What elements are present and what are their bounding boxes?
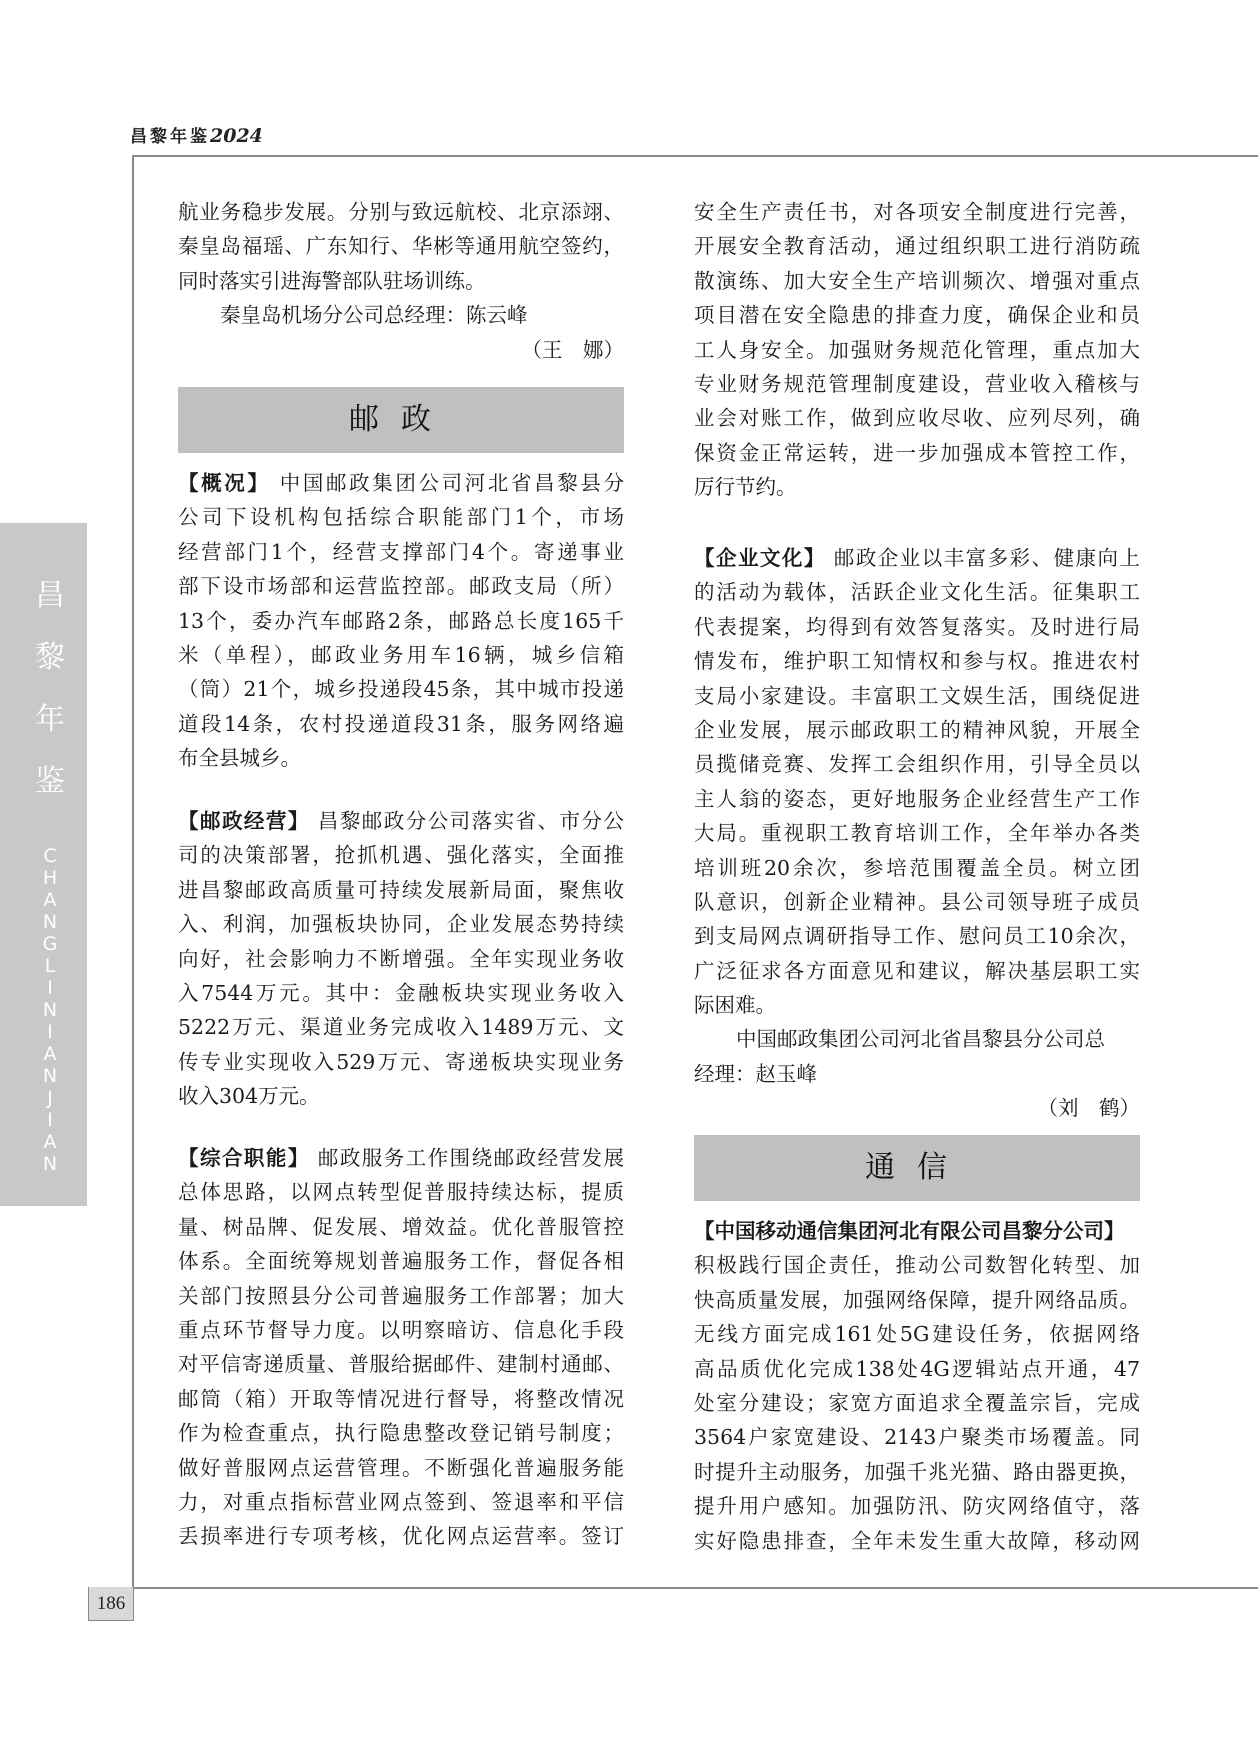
- side-letter: G: [42, 933, 58, 955]
- text-line: 布全县城乡。: [178, 746, 301, 771]
- text-line: 高品质优化完成138处4G逻辑站点开通，47: [694, 1356, 1140, 1381]
- text-line: 际困难。: [694, 993, 776, 1018]
- text-line: 量、树品牌、促发展、增效益。优化普服管控: [178, 1214, 624, 1239]
- text-line: 入7544万元。其中：金融板块实现业务收入: [178, 980, 624, 1005]
- text-line: 3564户家宽建设、2143户聚类市场覆盖。同: [694, 1425, 1140, 1450]
- page-number: 186: [88, 1587, 134, 1621]
- text-line: 厉行节约。: [694, 475, 797, 500]
- side-letter: L: [44, 955, 56, 977]
- side-letter: A: [43, 1043, 57, 1065]
- text-run: 邮政企业以丰富多彩、健康向上: [833, 546, 1140, 570]
- text-line: 专业财务规范管理制度建设，营业收入稽核与: [694, 371, 1140, 396]
- text-line: [694, 1214, 1140, 1248]
- text-line: 经营部门1个，经营支撑部门4个。寄递事业: [178, 539, 624, 564]
- text-line: 对平信寄递质量、普服给据邮件、建制村通邮、: [178, 1352, 624, 1377]
- text-line: 重点环节督导力度。以明察暗访、信息化手段: [178, 1317, 624, 1342]
- text-line: 部下设市场部和运营监控部。邮政支局（所）: [178, 574, 624, 599]
- frame-bottom-rule: [88, 1587, 1258, 1589]
- text-line: 时提升主动服务，加强千兆光猫、路由器更换，: [694, 1459, 1140, 1484]
- text-line: 关部门按照县分公司普遍服务工作部署；加大: [178, 1283, 624, 1308]
- text-line: 支局小家建设。丰富职工文娱生活，围绕促进: [694, 683, 1140, 708]
- section-title-postal: 邮政: [178, 387, 624, 453]
- side-letter: N: [42, 999, 58, 1021]
- text-line: 的活动为载体，活跃企业文化生活。征集职工: [694, 580, 1140, 605]
- text-line: 情发布，维护职工知情权和参与权。推进农村: [694, 649, 1140, 674]
- text-line: （筒）21个，城乡投递段45条，其中城市投递: [178, 677, 624, 702]
- text-line: 航业务稳步发展。分别与致远航校、北京添翊、: [178, 200, 624, 224]
- text-line: 向好，社会影响力不断增强。全年实现业务收: [178, 946, 624, 971]
- text-line: 保资金正常运转，进一步加强成本管控工作，: [694, 440, 1140, 465]
- signature: 经理：赵玉峰: [694, 1061, 817, 1086]
- side-char: 鉴: [35, 764, 65, 799]
- side-letter: N: [42, 911, 58, 933]
- functions-paragraph: [178, 1141, 624, 1554]
- side-letter: N: [42, 1153, 58, 1175]
- side-char: 黎: [35, 640, 65, 675]
- operations-paragraph: [178, 804, 624, 1114]
- text-line: [178, 466, 624, 500]
- text-line: [178, 804, 624, 838]
- text-line: 进昌黎邮政高质量可持续发展新局面，聚焦收: [178, 877, 624, 902]
- text-line: 代表提案，均得到有效答复落实。及时进行局: [694, 614, 1140, 639]
- signature: 中国邮政集团公司河北省昌黎县分公司总: [736, 1027, 1105, 1052]
- text-line: 体系。全面统筹规划普遍服务工作，督促各相: [178, 1249, 624, 1274]
- frame-top-rule: [132, 155, 1258, 157]
- text-line: 米（单程），邮政业务用车16辆，城乡信箱: [178, 642, 624, 667]
- text-line: [694, 541, 1140, 575]
- text-line: 道段14条，农村投递道段31条，服务网络遍: [178, 711, 624, 736]
- text-line: 邮筒（箱）开取等情况进行督导，将整改情况: [178, 1386, 624, 1411]
- text-line: 丢损率进行专项考核，优化网点运营率。签订: [178, 1524, 624, 1549]
- side-letter: I: [47, 1021, 53, 1043]
- side-letter: N: [42, 1065, 58, 1087]
- side-letter: A: [43, 889, 57, 911]
- text-line: 到支局网点调研指导工作、慰问员工10余次，: [694, 924, 1140, 949]
- side-letter: C: [43, 845, 57, 867]
- text-line: 公司下设机构包括综合职能部门1个，市场: [178, 505, 624, 530]
- text-line: 积极践行国企责任，推动公司数智化转型、加: [694, 1253, 1140, 1278]
- text-run: 中国邮政集团公司河北省昌黎县分: [279, 471, 625, 495]
- text-line: 处室分建设；家宽方面追求全覆盖宗旨，完成: [694, 1390, 1140, 1415]
- side-letter: I: [47, 977, 53, 999]
- entry-tag: 【企业文化】: [694, 546, 826, 570]
- text-line: 力，对重点指标营业网点签到、签退率和平信: [178, 1489, 624, 1514]
- text-line: 大局。重视职工教育培训工作，全年举办各类: [694, 821, 1140, 846]
- entry-tag: 【综合职能】: [178, 1146, 310, 1170]
- text-run: 昌黎邮政分公司落实省、市分公: [317, 809, 624, 833]
- text-line: 提升用户感知。加强防汛、防灾网络值守，落: [694, 1494, 1140, 1519]
- running-head: [130, 122, 263, 147]
- text-line: 安全生产责任书，对各项安全制度进行完善，: [694, 200, 1140, 224]
- text-line: 无线方面完成161处5G建设任务，依据网络: [694, 1322, 1140, 1347]
- entry-tag: 【邮政经营】: [178, 809, 310, 833]
- section-title-telecom: 通信: [694, 1135, 1140, 1201]
- text-line: 总体思路，以网点转型促普服持续达标，提质: [178, 1180, 624, 1205]
- text-line: 主人翁的姿态，更好地服务企业经营生产工作: [694, 786, 1140, 811]
- side-letter: J: [47, 1087, 53, 1109]
- text-line: 广泛征求各方面意见和建议，解决基层职工实: [694, 958, 1140, 983]
- text-line: 收入304万元。: [178, 1084, 320, 1109]
- text-line: 工人身安全。加强财务规范化管理，重点加大: [694, 337, 1140, 362]
- side-letter: A: [43, 1131, 57, 1153]
- author-credit: （王 娜）: [521, 337, 624, 362]
- text-line: 企业发展，展示邮政职工的精神风貌，开展全: [694, 717, 1140, 742]
- text-line: 司的决策部署，抢抓机遇、强化落实，全面推: [178, 843, 624, 868]
- text-line: 项目潜在安全隐患的排查力度，确保企业和员: [694, 303, 1140, 328]
- running-head-year: 2024: [210, 125, 263, 147]
- text-run: 邮政服务工作围绕邮政经营发展: [317, 1146, 624, 1170]
- frame-left-rule: [132, 155, 134, 1587]
- author-credit: （刘 鹤）: [1037, 1096, 1140, 1121]
- text-line: [178, 1141, 624, 1175]
- entry-tag: 【中国移动通信集团河北有限公司昌黎分公司】: [694, 1219, 1125, 1243]
- side-letter: I: [47, 1109, 53, 1131]
- overview-paragraph: [178, 466, 624, 776]
- text-line: 秦皇岛福瑶、广东知行、华彬等通用航空签约，: [178, 234, 624, 259]
- text-line: 员揽储竞赛、发挥工会组织作用，引导全员以: [694, 752, 1140, 777]
- text-line: 5222万元、渠道业务完成收入1489万元、文: [178, 1015, 624, 1040]
- text-line: 做好普服网点运营管理。不断强化普遍服务能: [178, 1455, 624, 1480]
- text-line: 入、利润，加强板块协同，企业发展态势持续: [178, 912, 624, 937]
- signature: 秦皇岛机场分公司总经理：陈云峰: [220, 303, 528, 328]
- text-line: 业会对账工作，做到应收尽收、应列尽列，确: [694, 406, 1140, 431]
- side-char: 昌: [35, 578, 65, 613]
- text-line: 散演练、加大安全生产培训频次、增强对重点: [694, 268, 1140, 293]
- side-letter: H: [42, 867, 58, 889]
- text-line: 队意识，创新企业精神。县公司领导班子成员: [694, 889, 1140, 914]
- right-continuation: [694, 195, 1140, 505]
- text-line: 同时落实引进海警部队驻场训练。: [178, 268, 486, 293]
- text-line: 作为检查重点，执行隐患整改登记销号制度；: [178, 1421, 624, 1446]
- text-line: 培训班20余次，参培范围覆盖全员。树立团: [694, 855, 1140, 880]
- text-line: 实好隐患排查，全年未发生重大故障，移动网: [694, 1528, 1140, 1553]
- mobile-paragraph: [694, 1214, 1140, 1558]
- entry-tag: 【概况】: [178, 471, 271, 495]
- left-intro: [178, 195, 624, 367]
- text-line: 开展安全教育活动，通过组织职工进行消防疏: [694, 234, 1140, 259]
- culture-paragraph: [694, 541, 1140, 1126]
- side-char: 年: [35, 702, 65, 737]
- text-line: 13个，委办汽车邮路2条，邮路总长度165千: [178, 608, 624, 633]
- running-head-title: 昌黎年鉴: [130, 127, 210, 147]
- text-line: 快高质量发展，加强网络保障，提升网络品质。: [694, 1287, 1140, 1312]
- text-line: 传专业实现收入529万元、寄递板块实现业务: [178, 1049, 624, 1074]
